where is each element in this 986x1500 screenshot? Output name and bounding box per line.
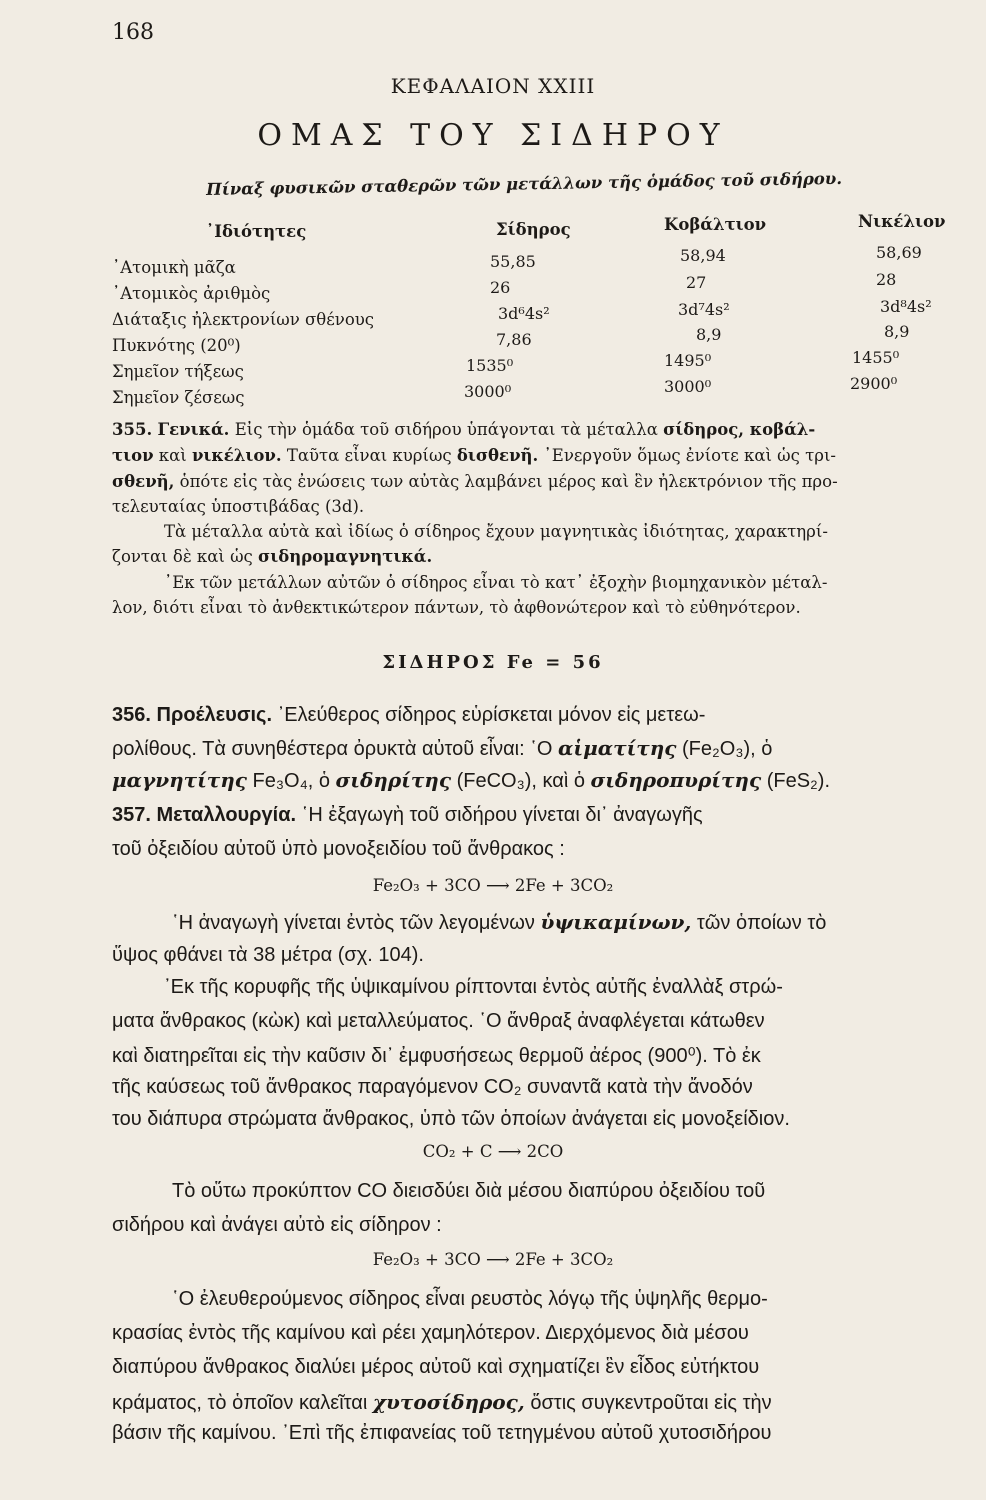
paragraph-line: ῾Η ἀναγωγὴ γίνεται ἐντὸς τῶν λεγομένων ὑψικαμίνων, τῶν ὁποίων τὸ [172,910,827,934]
paragraph-line: μαγνητίτης Fe₃O₄, ὁ σιδηρίτης (FeCO₃), καὶ ὁ σιδηροπυρίτης (FeS₂). [112,768,831,792]
section-heading: Γενικά. [157,420,230,439]
paragraph-line: του διάπυρα στρώματα ἄνθρακος, ὑπὸ τῶν ὁποίων ἀνάγεται εἰς μονοξείδιον. [112,1108,790,1130]
paragraph-line: σιδήρου καὶ ἀνάγει αὐτὸ εἰς σίδηρον : [112,1214,442,1236]
chemical-equation: Fe₂O₃ + 3CO ⟶ 2Fe + 3CO₂ [372,1250,614,1269]
bold-term: δισθενῆ. [456,446,539,465]
table-cell-cobalt: 3000⁰ [664,377,712,396]
table-cell-cobalt: 3d⁷4s² [678,300,730,319]
paragraph-line: σθενῆ, ὁπότε εἰς τὰς ἐνώσεις των αὐτὰς λαμβάνει μέρος καὶ ἓν ἠλεκτρόνιον τῆς προ- [112,472,838,491]
bold-term: σιδηρομαγνητικά. [258,547,433,566]
paragraph-line: κράματος, τὸ ὁποῖον καλεῖται χυτοσίδηρος, ὅστις συγκεντροῦται εἰς τὴν [112,1390,772,1414]
bold-term: τιον [112,446,154,465]
paragraph-line: τῆς καύσεως τοῦ ἄνθρακος παραγόμενον CO₂ συναντᾶ κατὰ τὴν ἄνοδόν [112,1076,753,1098]
table-cell-nickel: 28 [876,270,897,289]
table-cell-iron: 26 [490,278,511,297]
paragraph-line: ᾿Εκ τῆς κορυφῆς τῆς ὑψικαμίνου ρίπτονται ἐντὸς αὐτῆς ἐναλλὰξ στρώ- [164,976,783,998]
paragraph-line: 356. Προέλευσις. ᾿Ελεύθερος σίδηρος εὑρίσκεται μόνον εἰς μετεω- [112,704,706,726]
table-row-label: ᾿Ατομικὴ μᾶζα [112,258,236,277]
page-title: ΟΜΑΣ ΤΟΥ ΣΙΔΗΡΟΥ [257,118,729,153]
paragraph-line: ῾Ο ἐλευθερούμενος σίδηρος εἶναι ρευστὸς λόγῳ τῆς ὑψηλῆς θερμο- [172,1288,768,1310]
term: χυτοσίδηρος, [372,1390,525,1414]
bold-term: σθενῆ, [112,472,175,491]
table-cell-nickel: 8,9 [884,322,910,341]
term: ὑψικαμίνων, [540,910,692,934]
table-row-label: Σημεῖον τήξεως [112,362,244,381]
table-cell-iron: 55,85 [490,252,536,271]
paragraph-line: βάσιν τῆς καμίνου. ᾿Επὶ τῆς ἐπιφανείας τοῦ τετηγμένου αὐτοῦ χυτοσιδήρου [112,1422,772,1444]
paragraph-line: διαπύρου ἄνθρακος διαλύει μέρος αὐτοῦ καὶ σχηματίζει ἓν εἶδος εὐτήκτου [112,1356,760,1378]
table-cell-iron: 7,86 [496,330,532,349]
paragraph-line: ᾿Εκ τῶν μετάλλων αὐτῶν ὁ σίδηρος εἶναι τὸ κατ᾿ ἐξοχὴν βιομηχανικὸν μέταλ- [164,573,828,592]
table-row-label: ᾿Ατομικὸς ἀριθμὸς [112,284,271,303]
table-cell-iron: 3d⁶4s² [498,304,550,323]
table-cell-iron: 3000⁰ [464,382,512,401]
table-header-nickel: Νικέλιον [858,212,946,231]
mineral-name: αἱματίτης [558,736,677,760]
table-cell-cobalt: 1495⁰ [664,351,712,370]
paragraph-line: κρασίας ἐντὸς τῆς καμίνου καὶ ρέει χαμηλότερον. Διερχόμενος διὰ μέσου [112,1322,749,1344]
table-header-property: ᾿Ιδιότητες [206,222,307,241]
table-cell-cobalt: 27 [686,273,707,292]
paragraph-line: ζονται δὲ καὶ ὡς σιδηρομαγνητικά. [112,547,433,566]
section-number: 356. [112,704,151,726]
table-row-label: Σημεῖον ζέσεως [112,388,245,407]
paragraph-line: 355. Γενικά. Εἰς τὴν ὁμάδα τοῦ σιδήρου ὑπάγονται τὰ μέταλλα σίδηρος, κοβάλ- [112,420,816,439]
paragraph-line: ματα ἄνθρακος (κὼκ) καὶ μεταλλεύματος. ῾Ο ἄνθραξ ἀναφλέγεται κάτωθεν [112,1010,765,1032]
table-row-label: Πυκνότης (20⁰) [112,336,241,355]
bold-term: νικέλιον. [191,446,282,465]
table-cell-iron: 1535⁰ [466,356,514,375]
table-cell-nickel: 1455⁰ [852,348,900,367]
table-cell-nickel: 58,69 [876,243,922,262]
paragraph-line: ὕψος φθάνει τὰ 38 μέτρα (σχ. 104). [112,944,424,966]
chapter-heading: ΚΕΦΑΛΑΙΟΝ XXIII [390,74,596,98]
table-cell-nickel: 3d⁸4s² [880,297,932,316]
table-header-cobalt: Κοβάλτιον [664,215,767,234]
paragraph-line: Τὸ οὕτω προκύπτον CO διεισδύει διὰ μέσου διαπύρου ὀξειδίου τοῦ [172,1180,766,1202]
paragraph-line: καὶ διατηρεῖται εἰς τὴν καῦσιν δι᾿ ἐμφυσήσεως θερμοῦ ἀέρος (900⁰). Τὸ ἐκ [112,1045,761,1067]
section-number: 357. [112,804,151,826]
paragraph-line: λον, διότι εἶναι τὸ ἀνθεκτικώτερον πάντων, τὸ ἀφθονώτερον καὶ τὸ εὐθηνότερον. [112,598,801,617]
iron-section-title: ΣΙΔΗΡΟΣ Fe = 56 [382,652,604,673]
paragraph-line: ρολίθους. Τὰ συνηθέστερα ὀρυκτὰ αὐτοῦ εἶναι: ῾Ο αἱματίτης (Fe₂O₃), ὁ [112,736,773,760]
paragraph-line: τοῦ ὀξειδίου αὐτοῦ ὑπὸ μονοξειδίου τοῦ ἄνθρακος : [112,838,565,860]
paragraph-line: τελευταίας ὑποστιβάδας (3d). [112,497,365,516]
table-caption: Πίναξ φυσικῶν σταθερῶν τῶν μετάλλων τῆς ὁμάδος τοῦ σιδήρου. [206,168,843,199]
table-cell-cobalt: 8,9 [696,325,722,344]
chemical-equation: CO₂ + C ⟶ 2CO [422,1142,564,1161]
page-number: 168 [112,20,154,45]
table-row-label: Διάταξις ἠλεκτρονίων σθένους [112,310,375,329]
table-cell-nickel: 2900⁰ [850,374,898,393]
mineral-name: μαγνητίτης [112,768,247,792]
paragraph-line: Τὰ μέταλλα αὐτὰ καὶ ἰδίως ὁ σίδηρος ἔχουν μαγνητικὰς ἰδιότητας, χαρακτηρί- [164,522,828,541]
section-heading: Προέλευσις. [156,704,273,726]
table-cell-cobalt: 58,94 [680,246,726,265]
chemical-equation: Fe₂O₃ + 3CO ⟶ 2Fe + 3CO₂ [372,876,614,895]
section-number: 355. [112,420,153,439]
table-header-iron: Σίδηρος [496,220,571,239]
mineral-name: σιδηροπυρίτης [590,768,762,792]
bold-term: σίδηρος, κοβάλ- [663,420,816,439]
paragraph-line: τιον καὶ νικέλιον. Ταῦτα εἶναι κυρίως δισθενῆ. ᾿Ενεργοῦν ὅμως ἐνίοτε καὶ ὡς τρι- [112,446,836,465]
mineral-name: σιδηρίτης [335,768,452,792]
paragraph-line: 357. Μεταλλουργία. ῾Η ἐξαγωγὴ τοῦ σιδήρου γίνεται δι᾿ ἀναγωγῆς [112,804,703,826]
section-heading: Μεταλλουργία. [156,804,297,826]
